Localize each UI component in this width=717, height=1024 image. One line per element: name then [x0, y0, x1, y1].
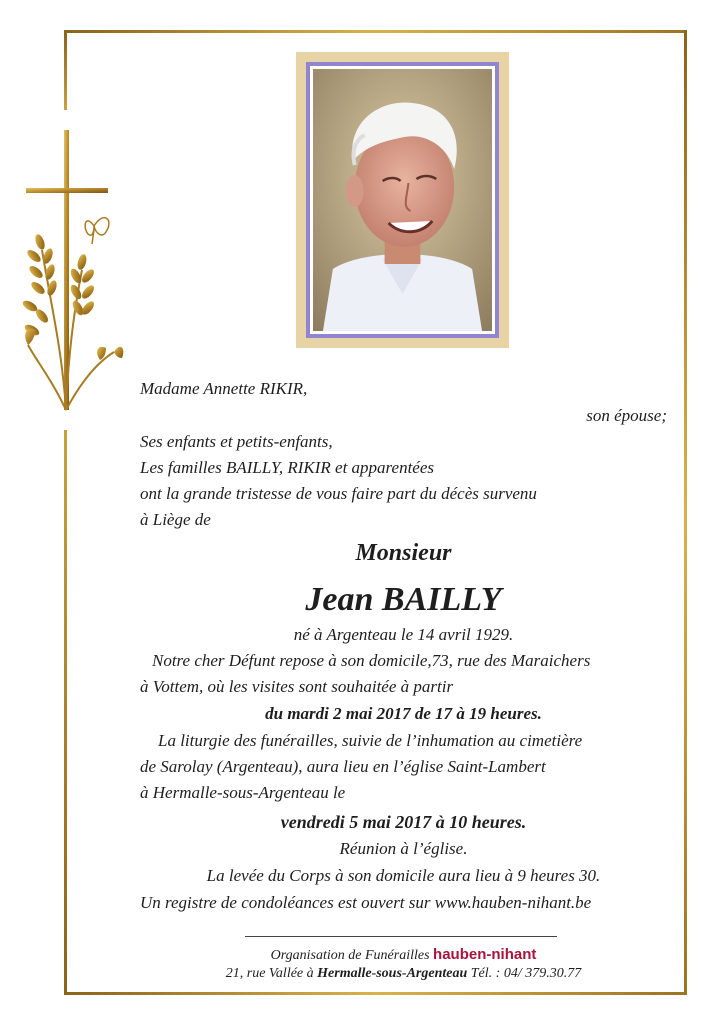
address-town: Hermalle-sous-Argenteau [317, 966, 468, 981]
family-line-1: Ses enfants et petits-enfants, [140, 432, 333, 451]
portrait-frame [306, 62, 499, 338]
footer-divider [245, 936, 557, 937]
funeral-date: vendredi 5 mai 2017 à 10 heures. [280, 812, 527, 832]
frame-right-border [684, 30, 687, 995]
meeting-info: Réunion à l’église. [339, 839, 468, 858]
deceased-name: Jean BAILLY [305, 581, 502, 618]
address-prefix: 21, rue Vallée à [225, 966, 314, 981]
organisation-label: Organisation de Funérailles [270, 948, 430, 963]
announcement-line-1: ont la grande tristesse de vous faire part du décès survenu [140, 484, 537, 503]
frame-bottom-border [64, 992, 687, 995]
wife-relation: son épouse; [586, 406, 667, 425]
family-line-2: Les familles BAILLY, RIKIR et apparentées [140, 458, 434, 477]
portrait-photo [313, 69, 492, 331]
liturgy-line-3: à Hermalle-sous-Argenteau le [140, 783, 346, 802]
portrait-mat [296, 52, 509, 348]
phone-number: Tél. : 04/ 379.30.77 [470, 966, 582, 981]
frame-top-border [64, 30, 687, 33]
liturgy-line-2: de Sarolay (Argenteau), aura lieu en l’église Saint-Lambert [140, 757, 546, 776]
title-monsieur: Monsieur [355, 540, 452, 566]
birth-info: né à Argenteau le 14 avril 1929. [293, 625, 514, 644]
announcement-line-2: à Liège de [140, 510, 211, 529]
footer-address [140, 966, 667, 982]
footer-organisation [140, 946, 667, 964]
frame-left-border-bottom [64, 430, 67, 995]
rest-line-2: à Vottem, où les visites sont souhaitée à partir [140, 677, 454, 696]
liturgy-line-1: La liturgie des funérailles, suivie de l’inhumation au cimetière [158, 731, 583, 750]
rest-line-1: Notre cher Défunt repose à son domicile,73, rue des Maraichers [152, 651, 591, 670]
frame-left-border-top [64, 30, 67, 110]
visit-dates: du mardi 2 mai 2017 de 17 à 19 heures. [265, 704, 542, 723]
notice-body [140, 376, 667, 921]
brand-logo: hauben-nihant [433, 946, 537, 963]
cross-wheat-butterfly-icon [22, 130, 127, 415]
wife-name: Madame Annette RIKIR, [140, 379, 308, 398]
condolence-register: Un registre de condoléances est ouvert sur www.hauben-nihant.be [140, 893, 592, 912]
levee-info: La levée du Corps à son domicile aura lieu à 9 heures 30. [206, 866, 601, 885]
